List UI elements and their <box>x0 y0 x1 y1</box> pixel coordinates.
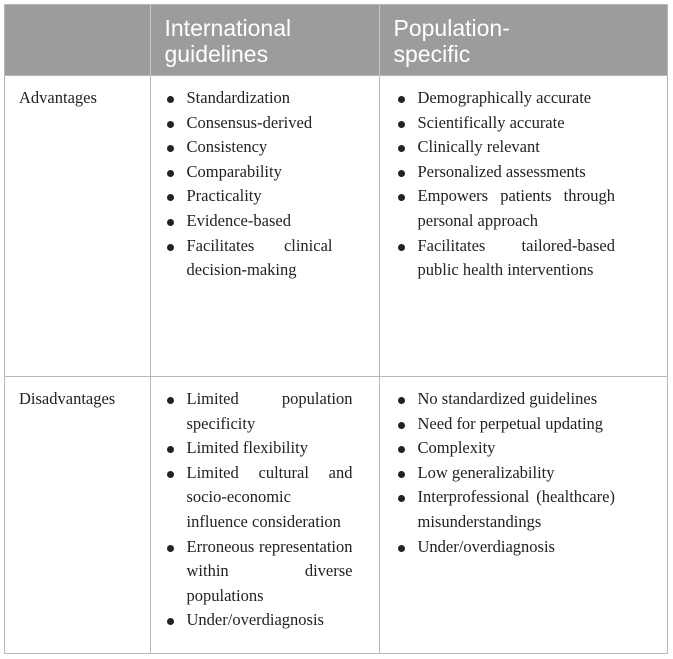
bullet-icon <box>398 446 405 453</box>
bullet-icon <box>167 145 174 152</box>
row-label-disadvantages: Disadvantages <box>5 377 150 654</box>
list-item: Personalized assessments <box>396 160 616 185</box>
bullet-icon <box>167 471 174 478</box>
list-item: Scientifically accurate <box>396 111 616 136</box>
bullet-icon <box>398 397 405 404</box>
list-item: Complexity <box>396 436 616 461</box>
bullet-icon <box>398 244 405 251</box>
bullet-icon <box>167 545 174 552</box>
list-item: Standardization <box>165 86 353 111</box>
list-item: Interprofessional (healthcare) misunderstandings <box>396 485 616 534</box>
comparison-table-container <box>4 4 668 654</box>
list-item: Practicality <box>165 184 353 209</box>
bullet-icon <box>398 471 405 478</box>
bullet-icon <box>398 545 405 552</box>
list-item: Demographically accurate <box>396 86 616 111</box>
bullet-icon <box>398 96 405 103</box>
bullet-icon <box>167 618 174 625</box>
header-international-guidelines: International guidelines <box>150 5 379 76</box>
bullet-icon <box>398 194 405 201</box>
bullet-icon <box>398 170 405 177</box>
advantages-population-cell <box>379 76 667 377</box>
list-item: Limited cultural and socio-economic influence consideration <box>165 461 353 535</box>
bullet-icon <box>167 121 174 128</box>
list-item: Limited flexibility <box>165 436 353 461</box>
table-row-disadvantages <box>5 377 667 654</box>
bullet-icon <box>167 96 174 103</box>
advantages-international-cell <box>150 76 379 377</box>
bullet-icon <box>167 397 174 404</box>
advantages-population-list <box>396 86 616 283</box>
header-empty-cell <box>5 5 150 76</box>
table-row-advantages <box>5 76 667 377</box>
row-label-advantages: Advantages <box>5 76 150 377</box>
list-item: Under/overdiagnosis <box>165 608 353 633</box>
list-item: Limited population specificity <box>165 387 353 436</box>
bullet-icon <box>167 244 174 251</box>
list-item: Need for perpetual updating <box>396 412 616 437</box>
advantages-international-list <box>165 86 353 283</box>
bullet-icon <box>167 170 174 177</box>
list-item: Facilitates clinical decision-making <box>165 234 353 283</box>
bullet-icon <box>398 422 405 429</box>
list-item: Erroneous representation within diverse populations <box>165 535 353 609</box>
list-item: Comparability <box>165 160 353 185</box>
bullet-icon <box>167 219 174 226</box>
list-item: Consensus-derived <box>165 111 353 136</box>
disadvantages-population-cell <box>379 377 667 654</box>
table-header-row <box>5 5 667 76</box>
list-item: Empowers patients through personal approach <box>396 184 616 233</box>
bullet-icon <box>398 121 405 128</box>
list-item: Facilitates tailored-based public health interventions <box>396 234 616 283</box>
comparison-table <box>5 5 667 653</box>
disadvantages-international-cell <box>150 377 379 654</box>
list-item: No standardized guidelines <box>396 387 616 412</box>
bullet-icon <box>167 446 174 453</box>
bullet-icon <box>167 194 174 201</box>
list-item: Clinically relevant <box>396 135 616 160</box>
list-item: Consistency <box>165 135 353 160</box>
disadvantages-population-list <box>396 387 616 559</box>
bullet-icon <box>398 145 405 152</box>
list-item: Evidence-based <box>165 209 353 234</box>
header-population-specific: Population- specific <box>379 5 667 76</box>
list-item: Low generalizability <box>396 461 616 486</box>
bullet-icon <box>398 495 405 502</box>
list-item: Under/overdiagnosis <box>396 535 616 560</box>
disadvantages-international-list <box>165 387 353 633</box>
